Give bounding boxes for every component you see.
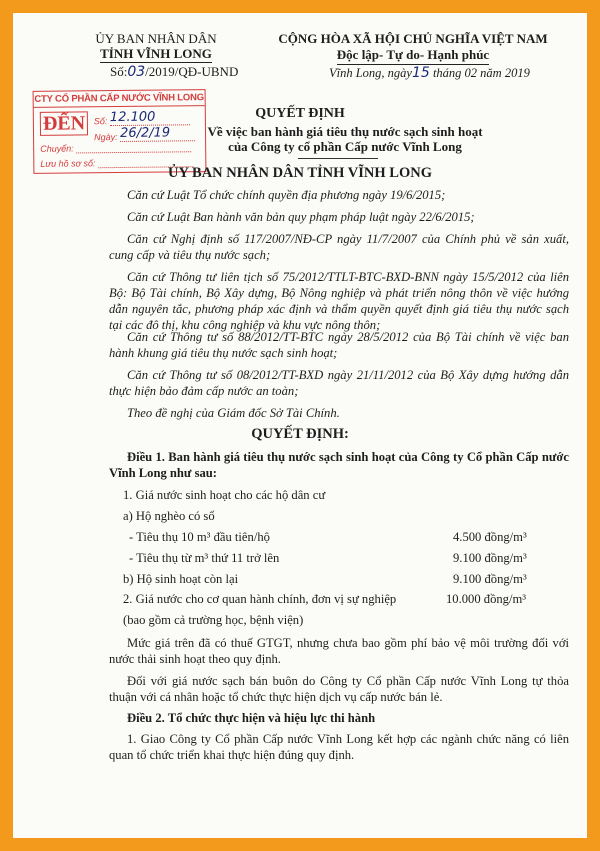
tier-2-label: - Tiêu thụ từ m³ thứ 11 trở lên xyxy=(129,551,280,565)
issuer-block xyxy=(71,31,241,63)
legal-basis-5: Căn cứ Thông tư số 88/2012/TT-BTC ngày 28/5/2012 của Bộ Tài chính về việc ban hành khung giá tiêu thụ nước sạch sinh hoạt; xyxy=(109,330,569,360)
decision-heading: QUYẾT ĐỊNH: xyxy=(251,426,349,442)
country-name: CỘNG HÒA XÃ HỘI CHỦ NGHĨA VIỆT NAM xyxy=(278,31,548,46)
article-2-item-1: 1. Giao Công ty Cổ phần Cấp nước Vĩnh Long kết hợp các ngành chức năng có liên quan tổ chức triển khai thực hiện đúng quy định. xyxy=(109,732,569,762)
item-1b-price: 9.100 đồng/m³ xyxy=(453,572,527,586)
national-motto-block xyxy=(263,31,563,65)
tier-1-label: - Tiêu thụ 10 m³ đầu tiên/hộ xyxy=(129,530,270,544)
item-1: 1. Giá nước sinh hoạt cho các hộ dân cư xyxy=(123,488,326,502)
stamp-forward-field: Chuyển: xyxy=(40,142,191,154)
legal-basis-3: Căn cứ Nghị định số 117/2007/NĐ-CP ngày 11/7/2007 của Chính phủ về sản xuất, cung cấp và tiêu thụ nước sạch; xyxy=(109,232,569,262)
item-2-note: (bao gồm cả trường học, bệnh viện) xyxy=(123,613,304,627)
motto: Độc lập- Tự do- Hạnh phúc xyxy=(337,47,489,65)
stamp-den-label: ĐẾN xyxy=(40,111,88,136)
stamp-archive-field: Lưu hồ sơ số: xyxy=(40,157,193,169)
legal-basis-4: Căn cứ Thông tư liên tịch số 75/2012/TTLT-BTC-BXD-BNN ngày 15/5/2012 của liên Bộ: Bộ Tài chính, Bộ Xây dựng, Bộ Nông nghiệp và phát triển nông thôn về việc hướng dẫn nguyên tắc, phương pháp xác định và thẩm quyền quyết định giá tiêu thụ nước sạch tại các đô thị, khu công nghiệp và khu vực nông thôn; xyxy=(109,270,569,332)
tier-1-price: 4.500 đồng/m³ xyxy=(453,530,527,544)
document-number: Số:03/2019/QĐ-UBND xyxy=(110,64,239,80)
issuer-line-2: TỈNH VĨNH LONG xyxy=(100,46,212,61)
issuer-line-1: ỦY BAN NHÂN DÂN xyxy=(95,31,217,46)
legal-basis-6: Căn cứ Thông tư số 08/2012/TT-BXD ngày 21/11/2012 của Bộ Xây dựng hướng dẫn thực hiện bảo đảm cấp nước an toàn; xyxy=(109,368,569,398)
stamp-number-field: Số: 12.100 xyxy=(94,109,190,126)
stamp-date-value: 26/2/19 xyxy=(119,125,171,141)
issue-date: Vĩnh Long, ngày15 tháng 02 năm 2019 xyxy=(329,65,530,81)
article-1-title: Điều 1. Ban hành giá tiêu thụ nước sạch sinh hoạt của Công ty Cổ phần Cấp nước Vĩnh Long như sau: xyxy=(109,450,569,480)
docno-handwritten: 03 xyxy=(127,64,146,80)
stamp-number-value: 12.100 xyxy=(109,109,156,126)
title-underline xyxy=(298,158,378,159)
legal-basis-2: Căn cứ Luật Ban hành văn bản quy phạm pháp luật ngày 22/6/2015; xyxy=(127,210,475,224)
stamp-company: CTY CỔ PHẦN CẤP NƯỚC VĨNH LONG xyxy=(34,92,204,105)
item-1a: a) Hộ nghèo có sổ xyxy=(123,509,215,523)
item-2: 2. Giá nước cho cơ quan hành chính, đơn vị sự nghiệp xyxy=(123,592,397,606)
stamp-date-field: Ngày: 26/2/19 xyxy=(94,125,195,142)
document-title: QUYẾT ĐỊNH xyxy=(255,106,345,121)
issuing-authority: ỦY BAN NHÂN DÂN TỈNH VĨNH LONG xyxy=(168,165,432,181)
date-day-handwritten: 15 xyxy=(411,65,430,81)
legal-basis-1: Căn cứ Luật Tổ chức chính quyền địa phương ngày 19/6/2015; xyxy=(127,188,446,202)
document-page xyxy=(13,13,587,838)
legal-basis-7: Theo đề nghị của Giám đốc Sở Tài Chính. xyxy=(127,406,340,420)
note-wholesale: Đối với giá nước sạch bán buôn do Công ty Cổ phần Cấp nước Vĩnh Long tự thỏa thuận với cá nhân hoặc tổ chức thực hiện dịch vụ cấp nước bán lẻ. xyxy=(109,674,569,704)
tier-2-price: 9.100 đồng/m³ xyxy=(453,551,527,565)
document-subtitle-2: của Công ty cổ phần Cấp nước Vĩnh Long xyxy=(228,139,462,154)
note-vat: Mức giá trên đã có thuế GTGT, nhưng chưa bao gồm phí bảo vệ môi trường đối với nước thải sinh hoạt theo quy định. xyxy=(109,636,569,666)
document-subtitle-1: Về việc ban hành giá tiêu thụ nước sạch sinh hoạt xyxy=(207,124,483,139)
item-1b: b) Hộ sinh hoạt còn lại xyxy=(123,572,239,586)
article-2-title: Điều 2. Tổ chức thực hiện và hiệu lực thi hành xyxy=(127,711,376,725)
item-2-price: 10.000 đồng/m³ xyxy=(446,592,527,606)
